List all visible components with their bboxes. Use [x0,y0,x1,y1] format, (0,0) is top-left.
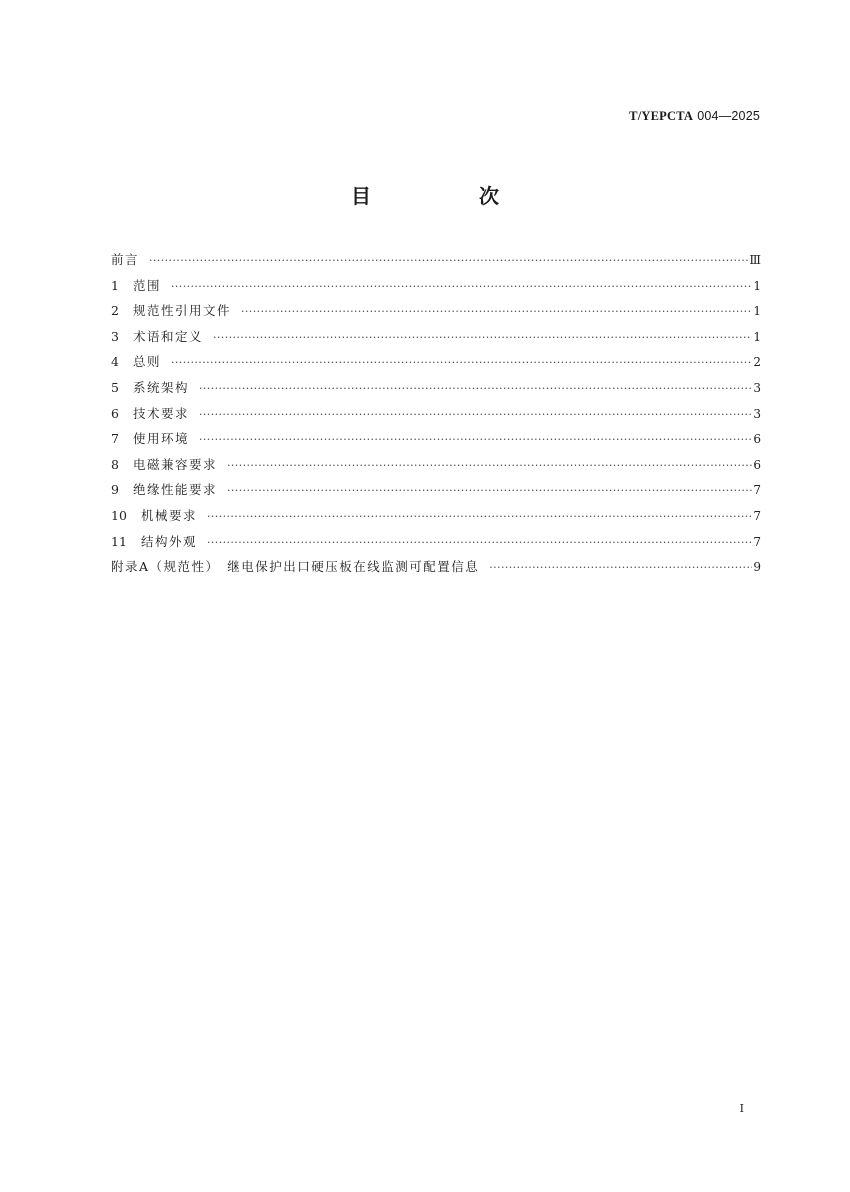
toc-entry-page: 3 [753,380,761,395]
toc-leader-dots [167,353,752,373]
toc-entry-10[interactable] [111,506,761,532]
toc-entry-11[interactable] [111,532,761,558]
toc-entry-number: 10 [111,507,127,523]
toc-leader-dots [145,251,748,271]
toc-entry-label: 系统架构 [133,379,190,395]
toc-entry-label: 结构外观 [141,533,198,549]
document-code-prefix: T/YEPCTA [629,109,694,123]
toc-entry-number: 9 [111,482,119,498]
toc-entry-page: 6 [753,457,761,472]
toc-leader-dots [195,430,752,450]
toc-entry-3[interactable] [111,327,761,353]
toc-entry-label: 电磁兼容要求 [133,456,218,472]
toc-entry-label: 技术要求 [133,405,190,421]
toc-entry-number: 8 [111,456,119,472]
toc-entry-page: 1 [753,329,761,344]
toc-entry-page: 7 [753,483,761,498]
toc-entry-number: 11 [111,533,127,549]
toc-entry-label: 机械要求 [141,507,198,523]
toc-leader-dots [223,456,752,476]
toc-entry-number: 2 [111,303,119,319]
toc-entry-number: 1 [111,277,119,293]
toc-leader-dots [209,328,752,348]
toc-entry-page: 3 [753,406,761,421]
page-number: I [739,1102,744,1115]
toc-entry-label: 总则 [133,354,162,370]
toc-entry-6[interactable] [111,404,761,430]
toc-entry-8[interactable] [111,455,761,481]
toc-entry-page: 7 [753,534,761,549]
toc-entry-5[interactable] [111,378,761,404]
toc-entry-number: 5 [111,379,119,395]
toc-entry-label: 附录A（规范性） 继电保护出口硬压板在线监测可配置信息 [111,559,480,575]
toc-entry-appendix-a[interactable] [111,557,761,583]
toc-title: 目 次 [351,184,543,208]
document-code-number: 004—2025 [697,109,760,123]
toc-entry-label: 规范性引用文件 [133,303,232,319]
toc-leader-dots [167,277,752,297]
toc-leader-dots [223,481,752,501]
toc-entry-page: 9 [753,560,761,575]
toc-entry-label: 前言 [111,252,140,267]
toc-leader-dots [203,533,752,553]
document-code [629,108,760,124]
toc-entry-label: 使用环境 [133,431,190,447]
toc-leader-dots [195,405,752,425]
toc-entry-page: 7 [753,508,761,523]
toc-entry-label: 术语和定义 [133,328,204,344]
toc-entry-1[interactable] [111,276,761,302]
toc-entry-foreword[interactable] [111,250,761,276]
toc-leader-dots [237,302,752,322]
toc-leader-dots [195,379,752,399]
toc-entry-number: 7 [111,431,119,447]
toc-entry-7[interactable] [111,429,761,455]
toc-entry-2[interactable] [111,301,761,327]
toc-leader-dots [203,507,752,527]
toc-entry-page: 2 [753,355,761,370]
toc-entry-number: 3 [111,328,119,344]
toc-entry-page: 6 [753,432,761,447]
toc-entry-label: 范围 [133,277,162,293]
toc-entry-label: 绝缘性能要求 [133,482,218,498]
toc-entry-9[interactable] [111,480,761,506]
toc-entry-number: 6 [111,405,119,421]
toc-leader-dots [485,558,752,578]
toc-entry-page: Ⅲ [749,253,761,267]
toc-entry-number: 4 [111,354,119,370]
toc-entry-page: 1 [753,304,761,319]
toc-entry-4[interactable] [111,352,761,378]
table-of-contents [111,250,761,583]
toc-entry-page: 1 [753,278,761,293]
